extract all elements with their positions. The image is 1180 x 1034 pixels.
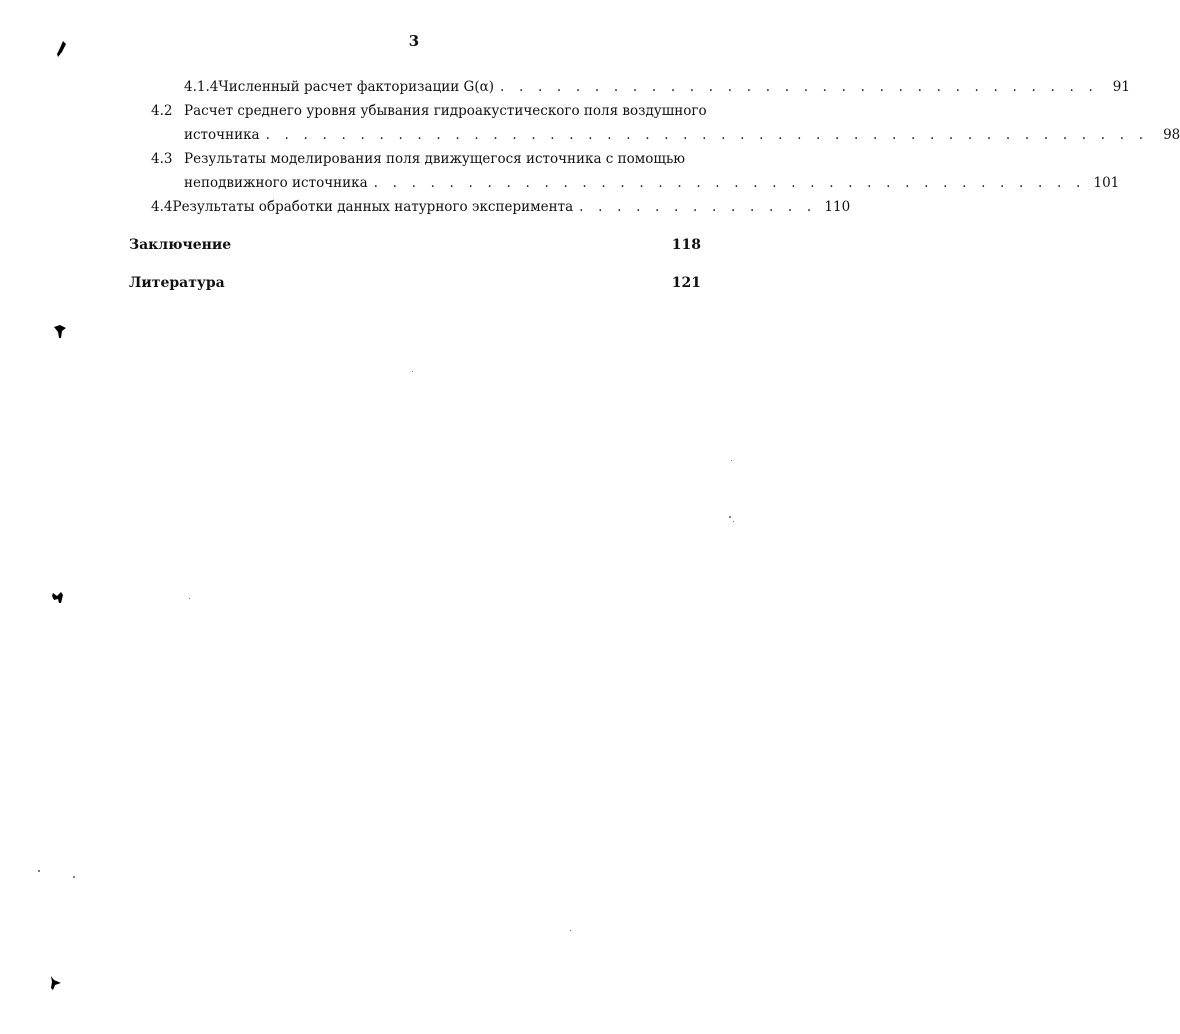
toc-entry-title: Результаты обработки данных натурного эксперимента: [172, 199, 574, 215]
toc-entry-4-2[interactable]: [184, 126, 1180, 144]
scan-speck: [570, 930, 571, 931]
toc-entry-title-4-3-line1[interactable]: Результаты моделирования поля движущегося источника с помощью: [184, 151, 686, 167]
toc-entry-title-4-3-line2: неподвижного источника: [184, 175, 368, 191]
leader-dots: . . . . . . . . . . . . . . . . . . . . . . . . . . . . . . . . . . . . . .: [373, 175, 1086, 191]
toc-chapter-page: 118: [671, 237, 701, 253]
scan-speck: [733, 521, 734, 522]
toc-entry-4-3[interactable]: [184, 174, 1120, 192]
scan-mark-icon: [50, 590, 66, 606]
toc-chapter-conclusion[interactable]: [129, 236, 701, 254]
leader-dots: . . . . . . . . . . . . .: [579, 199, 817, 215]
toc-entry-title-4-2-line1[interactable]: Расчет среднего уровня убывания гидроакустического поля воздушного: [184, 103, 707, 119]
toc-entry-title-4-2-line2: источника: [184, 127, 260, 143]
scan-speck: [73, 876, 75, 878]
page-number: 3: [408, 32, 420, 50]
scan-speck: [412, 371, 413, 372]
toc-entry-4-1-4[interactable]: [184, 78, 1130, 96]
scan-speck: [189, 598, 190, 599]
toc-entry-number: 4.1.4: [184, 79, 219, 95]
toc-entry-page: 101: [1093, 175, 1120, 191]
toc-entry-number-4-2: 4.2: [151, 103, 173, 119]
scan-mark-icon: [54, 40, 68, 58]
scan-speck: [731, 460, 732, 461]
toc-chapter-title: Литература: [129, 275, 225, 291]
leader-dots: . . . . . . . . . . . . . . . . . . . . . . . . . . . . . . . . . . . . . . . . . . . . . . .: [265, 127, 1149, 143]
scan-speck: [729, 516, 731, 518]
toc-entry-number-4-3: 4.3: [151, 151, 173, 167]
toc-entry-4-4[interactable]: [151, 198, 851, 216]
scan-mark-icon: [52, 324, 68, 340]
scan-speck: [38, 870, 40, 872]
scan-mark-icon: [48, 974, 64, 992]
toc-entry-page: 98: [1163, 127, 1180, 143]
toc-chapter-title: Заключение: [129, 237, 232, 253]
toc-entry-page: 110: [824, 199, 851, 215]
toc-chapter-page: 121: [671, 275, 701, 291]
leader-dots: . . . . . . . . . . . . . . . . . . . . . . . . . . . . . . . .: [499, 79, 1098, 95]
toc-entry-number: 4.4: [151, 199, 173, 215]
toc-entry-title: Численный расчет факторизации G(α): [218, 79, 494, 95]
toc-chapter-literature[interactable]: [129, 274, 701, 292]
toc-entry-page: 91: [1112, 79, 1130, 95]
